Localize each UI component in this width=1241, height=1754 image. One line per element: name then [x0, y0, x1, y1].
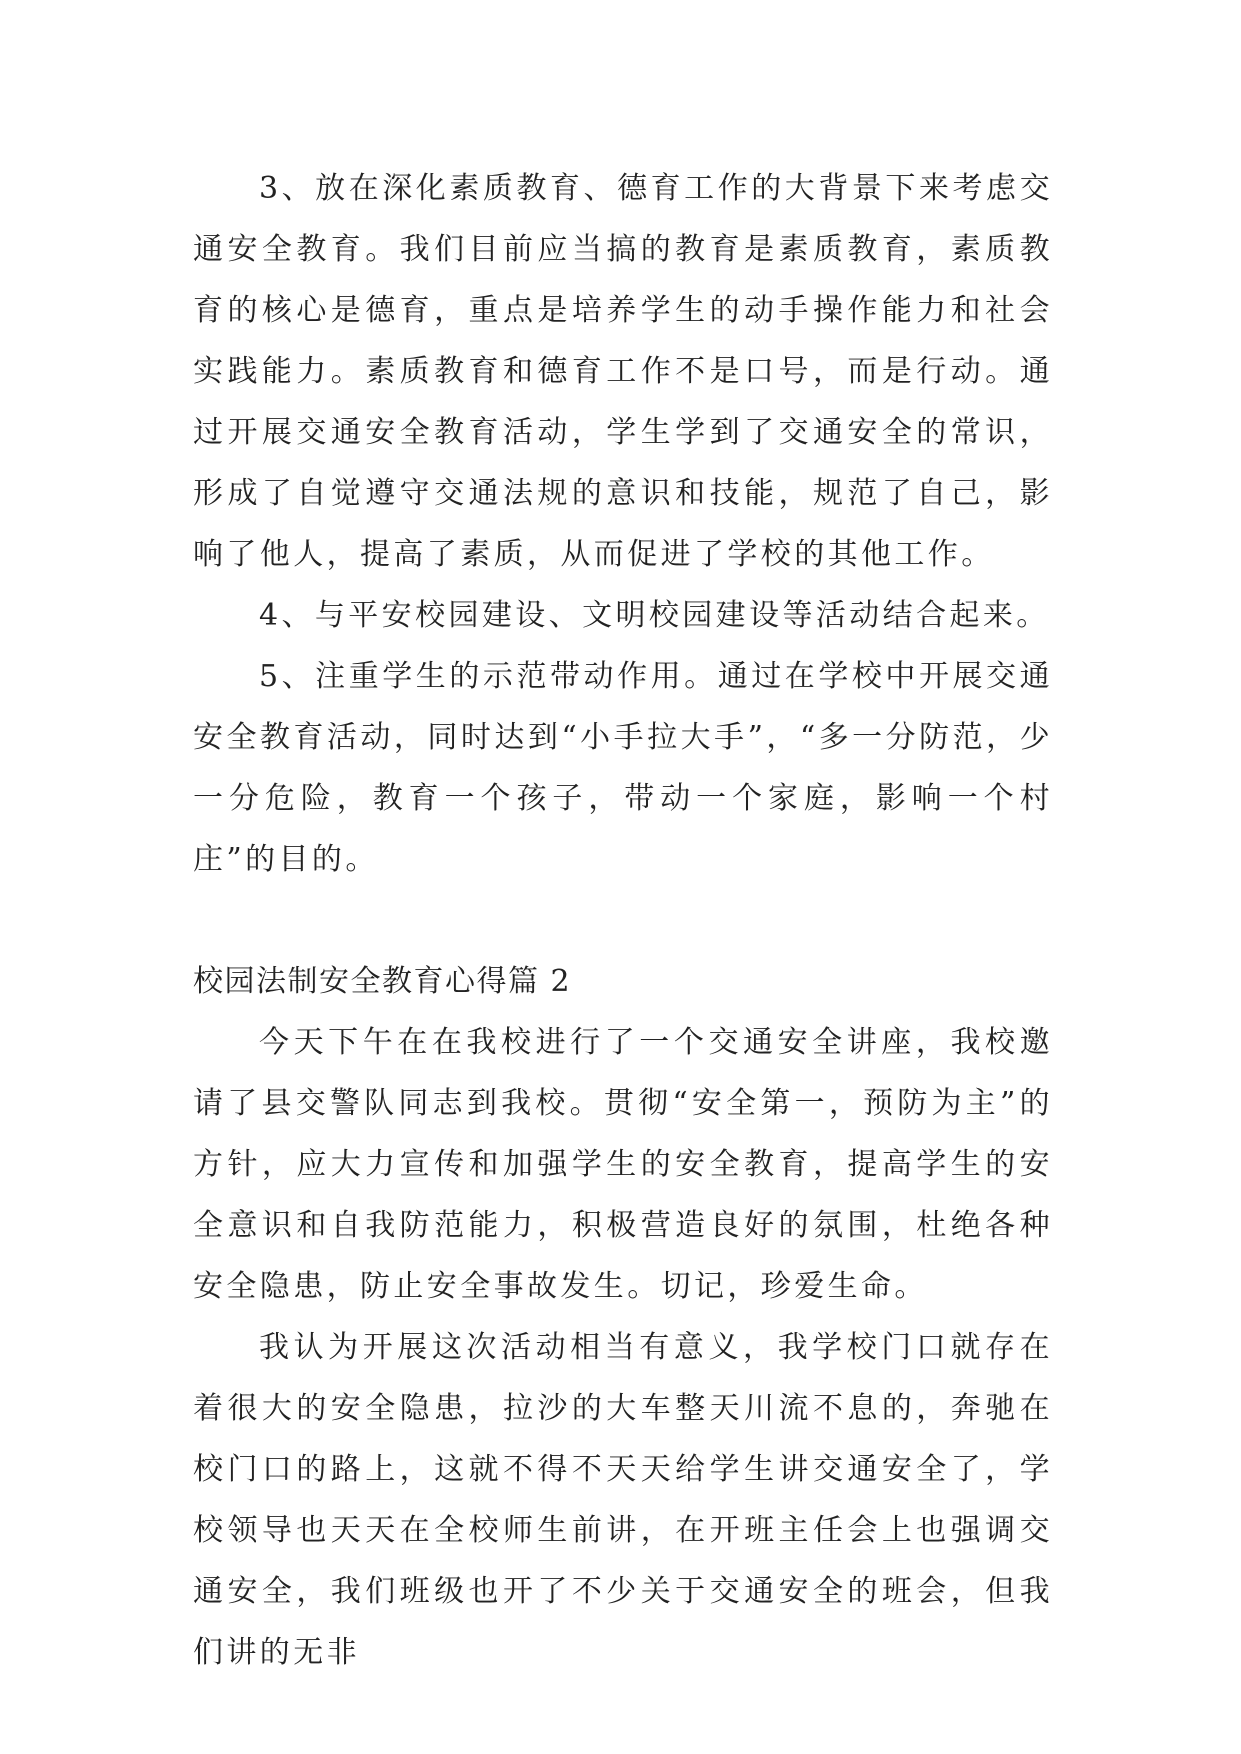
paragraph-item-4: 4、与平安校园建设、文明校园建设等活动结合起来。	[259, 598, 1050, 633]
document-body	[193, 158, 1053, 1683]
paragraph-lecture: 今天下午在在我校进行了一个交通安全讲座，我校邀请了县交警队同志到我校。贯彻“安全第一，预防为主”的方针，应大力宣传和加强学生的安全教育，提高学生的安全意识和自我防范能力，积极营造良好的氛围，杜绝各种安全隐患，防止安全事故发生。切记，珍爱生命。	[193, 1025, 1053, 1304]
paragraph-opinion: 我认为开展这次活动相当有意义，我学校门口就存在着很大的安全隐患，拉沙的大车整天川流不息的，奔驰在校门口的路上，这就不得不天天给学生讲交通安全了，学校领导也天天在全校师生前讲，在开班主任会上也强调交通安全，我们班级也开了不少关于交通安全的班会，但我们讲的无非	[193, 1330, 1053, 1670]
paragraph-item-5: 5、注重学生的示范带动作用。通过在学校中开展交通安全教育活动，同时达到“小手拉大手”，“多一分防范，少一分危险，教育一个孩子，带动一个家庭，影响一个村庄”的目的。	[193, 659, 1053, 877]
paragraph-item-3: 3、放在深化素质教育、德育工作的大背景下来考虑交通安全教育。我们目前应当搞的教育是素质教育，素质教育的核心是德育，重点是培养学生的动手操作能力和社会实践能力。素质教育和德育工作不是口号，而是行动。通过开展交通安全教育活动，学生学到了交通安全的常识，形成了自觉遵守交通法规的意识和技能，规范了自己，影响了他人，提高了素质，从而促进了学校的其他工作。	[193, 171, 1053, 572]
section-heading: 校园法制安全教育心得篇 2	[193, 964, 572, 999]
